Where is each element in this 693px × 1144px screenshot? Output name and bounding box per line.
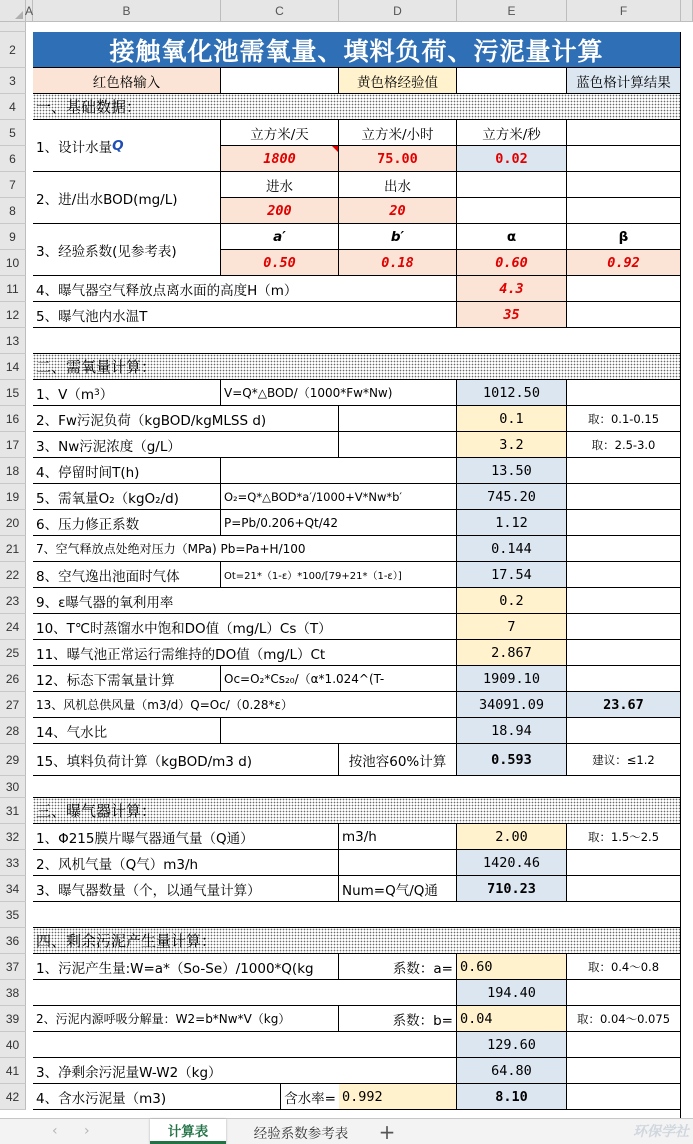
fw-value[interactable]: 0.1 (457, 406, 567, 432)
section-header-basic: 一、基础数据： (33, 94, 681, 120)
column-header[interactable]: D (339, 0, 457, 22)
cell[interactable] (567, 380, 681, 406)
design-flow-text: 1、设计水量 (36, 139, 113, 156)
section-header-oxygen: 二、需氧量计算： (33, 354, 681, 380)
coef-b-input[interactable]: 0.18 (339, 250, 457, 276)
row-header[interactable]: 32 (0, 824, 26, 850)
abs-pressure-label: 7、空气释放点处绝对压力（MPa) Pb=Pa+H/100 (33, 536, 457, 562)
row-header[interactable]: 9 (0, 224, 26, 250)
row-header[interactable]: 30 (0, 776, 26, 798)
row-header[interactable]: 29 (0, 744, 26, 776)
cell[interactable] (567, 484, 681, 510)
ct-value[interactable]: 2.867 (457, 640, 567, 666)
row-header[interactable]: 35 (0, 902, 26, 928)
coef-beta-input[interactable]: 0.92 (567, 250, 681, 276)
nw-value[interactable]: 3.2 (457, 432, 567, 458)
row-header[interactable]: 28 (0, 718, 26, 744)
cell[interactable] (339, 406, 457, 432)
gas-escape-value[interactable]: 17.54 (457, 562, 567, 588)
air-supply-label: 13、风机总供风量（m3/d）Q=Oc/（0.28*ε） (33, 692, 457, 718)
column-header[interactable]: C (221, 0, 339, 22)
unit-sec: 立方米/秒 (457, 120, 567, 146)
row-header[interactable]: 26 (0, 666, 26, 692)
watermark-text: 环保学社 (633, 1124, 689, 1140)
coef-alpha-symbol: α (457, 224, 567, 250)
moisture-label: 含水率= (281, 1084, 339, 1110)
coef-alpha-input[interactable]: 0.60 (457, 250, 567, 276)
row-header[interactable]: 19 (0, 484, 26, 510)
row-header[interactable]: 11 (0, 276, 26, 302)
next-sheet-icon[interactable]: › (84, 1123, 90, 1139)
legend-experience: 黄色格经验值 (339, 68, 457, 94)
row-header[interactable]: 40 (0, 1032, 26, 1058)
row-header[interactable]: 2 (0, 32, 26, 68)
sheet-title: 接触氧化池需氧量、填料负荷、污泥量计算 (33, 32, 681, 68)
row-header[interactable]: 24 (0, 614, 26, 640)
cell[interactable] (567, 302, 681, 328)
height-label: 4、曝气器空气释放点离水面的高度H（m） (33, 276, 457, 302)
row-header[interactable]: 14 (0, 354, 26, 380)
net-sludge-value[interactable]: 64.80 (457, 1058, 567, 1084)
row-header[interactable]: 22 (0, 562, 26, 588)
prev-sheet-icon[interactable]: ‹ (52, 1123, 58, 1139)
row-header[interactable]: 38 (0, 980, 26, 1006)
aerator-count-label: 3、曝气器数量（个，以通气量计算） (33, 876, 339, 902)
o2-demand-label: 5、需氧量O₂（kgO₂/d) (33, 484, 221, 510)
volume-tail: ） (99, 386, 114, 403)
o2-demand-value[interactable]: 745.20 (457, 484, 567, 510)
cell[interactable] (567, 172, 681, 198)
sludge-yield-label: 1、污泥产生量:W=a*（So-Se）/1000*Q(kg (33, 954, 339, 980)
cell[interactable] (457, 198, 567, 224)
row-header[interactable]: 17 (0, 432, 26, 458)
unit-hour: 立方米/小时 (339, 120, 457, 146)
hrt-value[interactable]: 13.50 (457, 458, 567, 484)
coef-a-label: 系数：a= (339, 954, 457, 980)
section-header-sludge: 四、剩余污泥产生量计算： (33, 928, 681, 954)
cell[interactable] (567, 718, 681, 744)
cell[interactable] (567, 276, 681, 302)
row-header[interactable]: 13 (0, 328, 26, 354)
media-load-value[interactable]: 0.593 (457, 744, 567, 776)
volume-sup: 3 (93, 387, 100, 398)
volume-text: 1、V（m (36, 386, 94, 403)
empty-row[interactable] (33, 1110, 681, 1118)
cs-label: 10、T℃时蒸馏水中饱和DO值（mg/L）Cs（T） (33, 614, 457, 640)
empty-row[interactable] (33, 328, 681, 354)
temp-label: 5、曝气池内水温T (33, 302, 457, 328)
coef-b-symbol: b′ (339, 224, 457, 250)
watermark-logo (633, 1119, 689, 1143)
sludge-yield-value[interactable]: 194.40 (457, 980, 567, 1006)
blower-flow-value[interactable]: 1420.46 (457, 850, 567, 876)
cell[interactable] (221, 68, 339, 94)
sludge-b-value[interactable]: 0.04 (457, 1006, 567, 1032)
fw-note: 取：0.1-0.15 (567, 406, 681, 432)
tab-reference-sheet[interactable]: 经验系数参考表 (253, 1125, 349, 1142)
coef-beta-symbol: β (567, 224, 681, 250)
gas-escape-label: 8、空气逸出池面时气体 (33, 562, 221, 588)
aerator-flow-note: 取：1.5～2.5 (567, 824, 681, 850)
row-header[interactable]: 4 (0, 94, 26, 120)
empty-row[interactable] (33, 776, 681, 798)
std-o2-label: 12、标态下需氧量计算 (33, 666, 221, 692)
wet-sludge-label: 4、含水污泥量（m3) (33, 1084, 281, 1110)
wet-sludge-value[interactable]: 8.10 (457, 1084, 567, 1110)
o2-demand-formula: O₂=Q*△BOD*a′/1000+V*Nw*b′ (221, 484, 457, 510)
std-o2-formula: Oc=O₂*Cs₂₀/（α*1.024^(T- (221, 666, 457, 692)
cell[interactable] (339, 432, 457, 458)
row-header[interactable]: 18 (0, 458, 26, 484)
sludge-b-note: 取：0.04～0.075 (567, 1006, 681, 1032)
column-header[interactable] (681, 0, 693, 22)
legend-input: 红色格输入 (33, 68, 221, 94)
nw-label: 3、Nw污泥浓度（g/L） (33, 432, 339, 458)
aerator-count-value[interactable]: 710.23 (457, 876, 567, 902)
pressure-coef-label: 6、压力修正系数 (33, 510, 221, 536)
cell[interactable] (567, 614, 681, 640)
column-header[interactable]: F (567, 0, 681, 22)
coef-a-input[interactable]: 0.50 (221, 250, 339, 276)
endogenous-value[interactable]: 129.60 (457, 1032, 567, 1058)
row-header[interactable]: 6 (0, 146, 26, 172)
aerator-count-formula: Num=Q气/Q通 (339, 876, 457, 902)
aerator-flow-unit: m3/h (339, 824, 457, 850)
abs-pressure-value[interactable]: 0.144 (457, 536, 567, 562)
legend-calc: 蓝色格计算结果 (567, 68, 681, 94)
sludge-a-value[interactable]: 0.60 (457, 954, 567, 980)
empty-row[interactable] (33, 902, 681, 928)
cell[interactable] (567, 666, 681, 692)
unit-day: 立方米/天 (221, 120, 339, 146)
bod-out-input[interactable]: 20 (339, 198, 457, 224)
sheet-tab-bar (0, 1118, 693, 1144)
cell[interactable] (457, 172, 567, 198)
cell[interactable] (567, 458, 681, 484)
row-header[interactable]: 3 (0, 68, 26, 94)
row-header[interactable]: 39 (0, 1006, 26, 1032)
air-supply-value[interactable]: 34091.09 (457, 692, 567, 718)
coef-b-label: 系数：b= (339, 1006, 457, 1032)
cell[interactable] (567, 198, 681, 224)
design-flow-label (33, 120, 221, 172)
cell[interactable] (339, 850, 457, 876)
bod-in-input[interactable]: 200 (221, 198, 339, 224)
o2-util-label: 9、ε曝气器的氧利用率 (33, 588, 457, 614)
row-header[interactable]: 15 (0, 380, 26, 406)
ct-label: 11、曝气池正常运行需维持的DO值（mg/L）Ct (33, 640, 457, 666)
cell[interactable] (567, 562, 681, 588)
nw-note: 取：2.5-3.0 (567, 432, 681, 458)
row-header[interactable]: 20 (0, 510, 26, 536)
net-sludge-label: 3、净剩余污泥量W-W2（kg） (33, 1058, 457, 1084)
cell[interactable] (567, 640, 681, 666)
select-all-corner[interactable] (0, 0, 26, 22)
row-header[interactable]: 8 (0, 198, 26, 224)
row-header[interactable]: 25 (0, 640, 26, 666)
row-header[interactable]: 36 (0, 928, 26, 954)
row-header[interactable]: 10 (0, 250, 26, 276)
column-header[interactable]: B (33, 0, 221, 22)
row-header[interactable]: 31 (0, 798, 26, 824)
cell[interactable] (567, 536, 681, 562)
cell[interactable] (567, 980, 681, 1006)
cell[interactable] (221, 458, 457, 484)
row-header[interactable]: 7 (0, 172, 26, 198)
o2-util-value[interactable]: 0.2 (457, 588, 567, 614)
column-header[interactable]: A (26, 0, 33, 22)
q-hour-value[interactable]: 75.00 (339, 146, 457, 172)
row-header[interactable]: 16 (0, 406, 26, 432)
bod-out-label: 出水 (339, 172, 457, 198)
bod-in-label: 进水 (221, 172, 339, 198)
aerator-flow-value[interactable]: 2.00 (457, 824, 567, 850)
row-header[interactable]: 21 (0, 536, 26, 562)
pressure-coef-formula: P=Pb/0.206+Qt/42 (221, 510, 457, 536)
cell[interactable] (567, 146, 681, 172)
moisture-value[interactable]: 0.992 (339, 1084, 457, 1110)
section-header-aerator: 三、曝气器计算： (33, 798, 681, 824)
row-header[interactable]: 27 (0, 692, 26, 718)
row-header[interactable]: 34 (0, 876, 26, 902)
cs-value[interactable]: 7 (457, 614, 567, 640)
hrt-label: 4、停留时间T(h) (33, 458, 221, 484)
row-header[interactable]: 41 (0, 1058, 26, 1084)
cell[interactable] (567, 120, 681, 146)
row-header[interactable]: 42 (0, 1084, 26, 1110)
cell[interactable] (567, 1032, 681, 1058)
row-header[interactable]: 33 (0, 850, 26, 876)
q-symbol: Q (112, 137, 124, 154)
air-water-ratio-value[interactable]: 18.94 (457, 718, 567, 744)
q-day-value: 1800 (263, 150, 296, 167)
coef-a-symbol: a′ (221, 224, 339, 250)
tab-calc-sheet[interactable]: 计算表 (150, 1119, 226, 1144)
std-o2-value[interactable]: 1909.10 (457, 666, 567, 692)
gas-escape-formula: Ot=21*（1-ε）*100/[79+21*（1-ε）] (221, 562, 457, 588)
air-supply-per-min[interactable]: 23.67 (567, 692, 681, 718)
media-load-note: 建议：≤1.2 (567, 744, 681, 776)
cell[interactable] (567, 510, 681, 536)
q-sec-value[interactable]: 0.02 (457, 146, 567, 172)
cell[interactable] (567, 1084, 681, 1110)
aerator-flow-label: 1、Φ215膜片曝气器通气量（Q通） (33, 824, 339, 850)
row-header[interactable]: 12 (0, 302, 26, 328)
cell[interactable] (33, 980, 457, 1006)
add-sheet-button[interactable]: + (378, 1119, 396, 1144)
cell[interactable] (33, 1032, 457, 1058)
blower-flow-label: 2、风机气量（Q气）m3/h (33, 850, 339, 876)
q-day-input[interactable] (221, 146, 339, 172)
media-load-label: 15、填料负荷计算（kgBOD/m3 d) (33, 744, 339, 776)
volume-value[interactable]: 1012.50 (457, 380, 567, 406)
cell[interactable] (221, 718, 457, 744)
coef-label: 3、经验系数(见参考表) (33, 224, 221, 276)
temp-input[interactable]: 35 (457, 302, 567, 328)
air-water-ratio-label: 14、气水比 (33, 718, 221, 744)
cell[interactable] (567, 1058, 681, 1084)
cell[interactable] (457, 68, 567, 94)
endogenous-label: 2、污泥内源呼吸分解量：W2=b*Nw*V（kg） (33, 1006, 339, 1032)
row-header[interactable] (0, 22, 26, 32)
row-header[interactable]: 5 (0, 120, 26, 146)
sludge-a-note: 取：0.4～0.8 (567, 954, 681, 980)
cell[interactable] (567, 588, 681, 614)
pressure-coef-value[interactable]: 1.12 (457, 510, 567, 536)
volume-formula: V=Q*△BOD/（1000*Fw*Nw) (221, 380, 457, 406)
fw-label: 2、Fw污泥负荷（kgBOD/kgMLSS d) (33, 406, 339, 432)
column-header[interactable]: E (457, 0, 567, 22)
cell[interactable] (567, 850, 681, 876)
row-header[interactable]: 37 (0, 954, 26, 980)
media-load-formula: 按池容60%计算 (339, 744, 457, 776)
cell[interactable] (567, 876, 681, 902)
row-header[interactable]: 23 (0, 588, 26, 614)
comment-marker-icon (332, 146, 338, 152)
height-input[interactable]: 4.3 (457, 276, 567, 302)
bod-label: 2、进/出水BOD(mg/L) (33, 172, 221, 224)
volume-label (33, 380, 221, 406)
